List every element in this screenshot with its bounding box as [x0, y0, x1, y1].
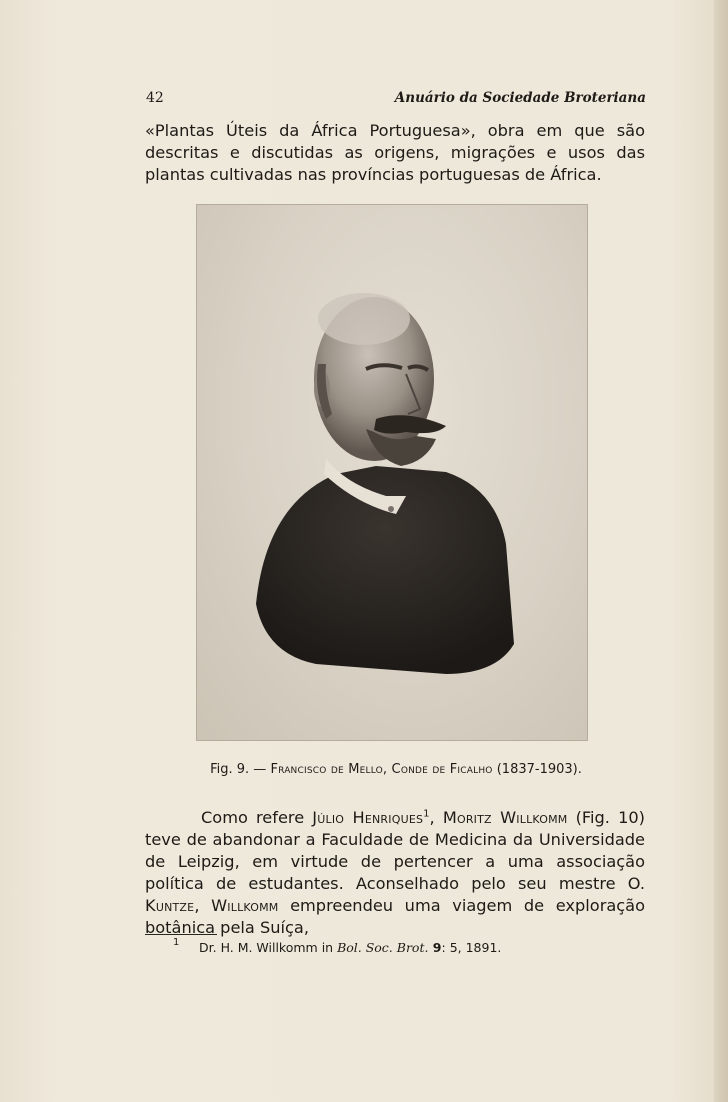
- caption-dates: (1837-1903).: [492, 762, 582, 777]
- portrait-illustration: [196, 204, 588, 741]
- p2-text-3: (Fig. 10) teve de abandonar a Faculdade de Medicina da Universidade de Leipzig, em virtude de pertencer a uma associação política de estudantes. Aconselhado pelo seu mestre O.: [145, 808, 645, 893]
- footnote: [173, 937, 645, 955]
- footnote-pages: : 5, 1891.: [441, 940, 502, 955]
- p2-text-4: ,: [194, 896, 212, 915]
- p2-text-1: Como refere: [201, 808, 313, 827]
- paragraph-1-text: «Plantas Úteis da África Portuguesa», obra em que são descritas e discutidas as origens, migrações e usos das plantas cultivadas nas províncias portuguesas de África.: [145, 121, 645, 184]
- page-edge: [714, 0, 728, 1102]
- footnote-mark: 1: [173, 937, 180, 948]
- footnote-text: [175, 940, 501, 955]
- caption-name: Francisco de Mello, Conde de Ficalho: [270, 762, 493, 777]
- person-name-moritz-willkomm: Moritz Willkomm: [442, 808, 568, 827]
- person-name-willkomm: Willkomm: [211, 896, 279, 915]
- p2-text-2: ,: [429, 808, 443, 827]
- p2-text-5: empreendeu uma viagem de exploração botânica pela Suíça,: [145, 896, 645, 937]
- figure-caption: [196, 762, 596, 777]
- footnote-volume: 9: [428, 940, 442, 955]
- person-name-julio-henriques: Júlio Henriques: [312, 808, 424, 827]
- paragraph-1: [145, 120, 645, 186]
- paragraph-2: [145, 807, 645, 939]
- running-head: [146, 90, 646, 110]
- footnote-rule: [145, 934, 217, 935]
- person-name-kuntze: Kuntze: [145, 896, 195, 915]
- journal-title: Anuário da Sociedade Broteriana: [394, 90, 646, 106]
- page-number: 42: [146, 90, 164, 106]
- footnote-journal: Bol. Soc. Brot.: [337, 940, 429, 955]
- caption-prefix: Fig. 9. —: [210, 762, 271, 777]
- portrait-photo: [196, 204, 588, 741]
- footnote-ref: 1: [423, 808, 430, 820]
- footnote-author: Dr. H. M. Willkomm in: [199, 940, 338, 955]
